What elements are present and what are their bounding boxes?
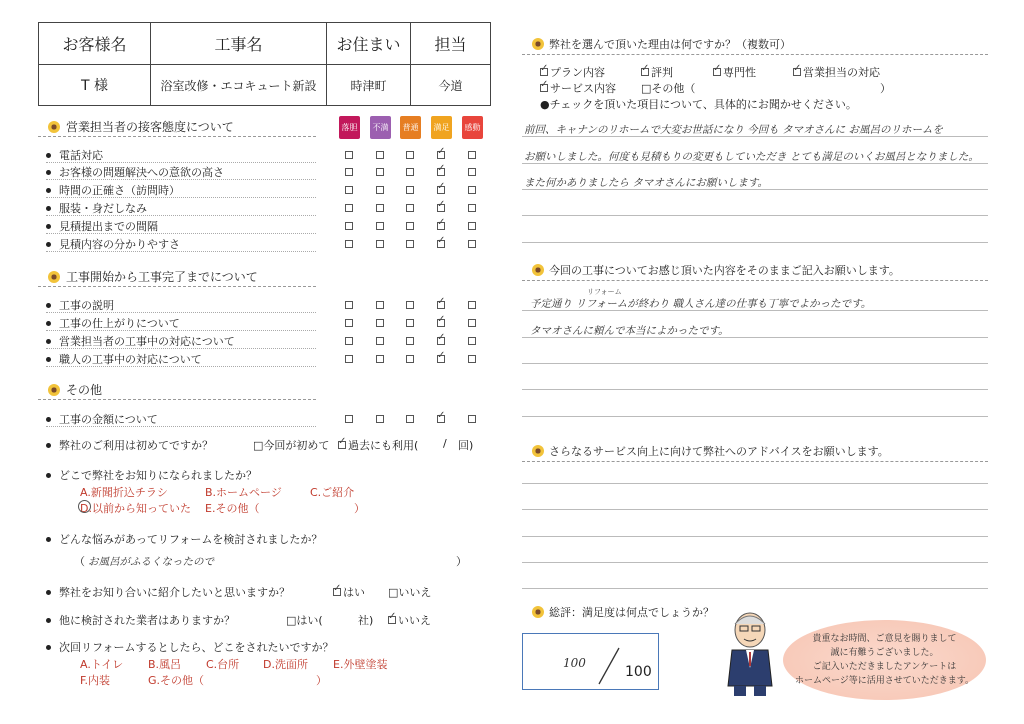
rating-label-0: 落胆	[339, 116, 360, 139]
rating-label-3: 満足	[431, 116, 452, 139]
rating-checkbox[interactable]	[376, 186, 384, 194]
rating-checkbox[interactable]	[468, 319, 476, 327]
reason-reputation[interactable]: ✓ 評判	[641, 64, 673, 80]
rating-checkbox[interactable]	[376, 319, 384, 327]
rating-checkbox[interactable]	[437, 151, 445, 159]
option-toilet[interactable]: A.トイレ	[80, 658, 124, 671]
flower-icon	[532, 264, 544, 276]
question-other-vendors: 他に検討された業者はありますか？	[46, 612, 235, 628]
score-max: 100	[625, 664, 652, 680]
rating-checkbox[interactable]	[345, 337, 353, 345]
survey-item: 服装・身だしなみ	[46, 200, 147, 216]
answer-other-count: 社)	[358, 614, 374, 627]
reason-plan[interactable]: ✓プラン内容	[540, 64, 605, 80]
survey-item: 営業担当者の工事中の対応について	[46, 333, 235, 349]
rating-checkbox[interactable]	[437, 355, 445, 363]
thanks-line-1: 貴重なお時間、ご意見を賜りまして	[812, 634, 957, 644]
answer-first-past[interactable]: ✓ 過去にも利用(	[338, 437, 418, 453]
rating-checkbox[interactable]	[376, 415, 384, 423]
rating-checkbox[interactable]	[376, 301, 384, 309]
rating-checkbox[interactable]	[345, 168, 353, 176]
impression-heading: 今回の工事についてお感じ頂いた内容をそのままご記入お願いします。	[532, 262, 900, 278]
rating-checkbox[interactable]	[437, 240, 445, 248]
answer-first-slash: /	[443, 437, 447, 450]
option-next-other-close: ）	[316, 674, 327, 687]
rating-checkbox[interactable]	[468, 186, 476, 194]
option-next-other[interactable]: G.その他（	[148, 674, 205, 687]
rating-checkbox[interactable]	[468, 168, 476, 176]
rating-checkbox[interactable]	[345, 204, 353, 212]
sec2-heading: 工事開始から工事完了までについて	[48, 268, 258, 285]
col-work: 工事名	[151, 23, 327, 65]
rating-checkbox[interactable]	[406, 222, 414, 230]
reason-note: ●チェックを頂いた項目について、具体的にお聞かせください。	[540, 98, 857, 111]
reason-text-3: また何かありましたら タマオさんにお願いします。	[524, 177, 768, 189]
option-homepage[interactable]: B.ホームページ	[205, 486, 282, 499]
survey-item: 工事の説明	[46, 297, 114, 313]
advice-heading: さらなるサービス向上に向けて弊社へのアドバイスをお願いします。	[532, 443, 889, 459]
col-address: お住まい	[327, 23, 411, 65]
option-other-close: ）	[354, 502, 365, 515]
rating-checkbox[interactable]	[376, 240, 384, 248]
rating-checkbox[interactable]	[376, 222, 384, 230]
col-staff: 担当	[411, 23, 491, 65]
rating-checkbox[interactable]	[345, 319, 353, 327]
rating-checkbox[interactable]	[406, 301, 414, 309]
sec1-heading: 営業担当者の接客態度について	[48, 118, 234, 135]
rating-checkbox[interactable]	[437, 168, 445, 176]
rating-checkbox[interactable]	[437, 204, 445, 212]
thanks-line-2: 誠に有難うございました。	[830, 648, 939, 658]
answer-introduce-no[interactable]: □いいえ	[388, 586, 432, 599]
flower-icon	[532, 606, 544, 618]
rating-checkbox[interactable]	[376, 337, 384, 345]
sec3-heading: その他	[48, 381, 102, 398]
rating-label-4: 感動	[462, 116, 483, 139]
rating-checkbox[interactable]	[376, 151, 384, 159]
option-other[interactable]: E.その他（	[205, 502, 260, 515]
survey-item: 見積内容の分かりやすさ	[46, 236, 180, 252]
reason-text-1: 前回、キャナンのリホームで大変お世話になり 今回も タマオさんに お風呂のリホームを	[524, 124, 943, 136]
question-next-reform: 次回リフォームするとしたら、どこをされたいですか？	[46, 639, 333, 655]
option-washroom[interactable]: D.洗面所	[263, 658, 308, 671]
worry-close: ）	[456, 555, 467, 568]
survey-item: 時間の正確さ（訪問時）	[46, 182, 180, 198]
option-interior[interactable]: F.内装	[80, 674, 111, 687]
question-worry: どんな悩みがあってリフォームを検討されましたか？	[46, 531, 322, 547]
worry-open: （	[74, 555, 85, 568]
survey-item: 職人の工事中の対応について	[46, 351, 202, 367]
work-name: 浴室改修・エコキュート新設	[151, 65, 327, 106]
rating-checkbox[interactable]	[437, 415, 445, 423]
rating-checkbox[interactable]	[468, 415, 476, 423]
worry-answer: お風呂がふるくなったので	[88, 556, 214, 568]
rating-checkbox[interactable]	[437, 186, 445, 194]
address: 時津町	[327, 65, 411, 106]
rating-checkbox[interactable]	[345, 186, 353, 194]
rating-checkbox[interactable]	[468, 355, 476, 363]
col-customer: お客様名	[39, 23, 151, 65]
answer-other-yes[interactable]: □はい(	[286, 614, 323, 627]
thanks-line-4: ホームページ等に活用させていただきます。	[794, 676, 975, 686]
answer-first-times: 回)	[458, 439, 474, 452]
rating-checkbox[interactable]	[406, 240, 414, 248]
score-heading: 総評：満足度は何点でしょうか？	[532, 604, 714, 620]
survey-item: お客様の問題解決への意欲の高さ	[46, 164, 224, 180]
option-known-before[interactable]: D.以前から知っていた	[80, 502, 191, 515]
rating-checkbox[interactable]	[406, 319, 414, 327]
header-table	[38, 22, 491, 106]
rating-checkbox[interactable]	[406, 355, 414, 363]
answer-first-new[interactable]: □今回が初めて	[253, 439, 330, 452]
rating-checkbox[interactable]	[406, 186, 414, 194]
reason-service[interactable]: ✓サービス内容	[540, 80, 616, 96]
answer-other-no[interactable]: ✓ いいえ	[388, 612, 431, 628]
reason-other[interactable]: □その他（	[641, 82, 696, 95]
staff-illustration-icon	[720, 608, 780, 698]
answer-introduce-yes[interactable]: ✓ はい	[333, 584, 365, 600]
rating-label-2: 普通	[400, 116, 421, 139]
rating-checkbox[interactable]	[437, 337, 445, 345]
thanks-message	[783, 620, 986, 700]
thanks-line-3: ご記入いただきましたアンケートは	[812, 662, 957, 672]
impression-text-1: 予定通り リフォームが終わり 職人さん達の仕事も丁寧でよかったです。	[530, 298, 872, 310]
rating-checkbox[interactable]	[437, 222, 445, 230]
rating-checkbox[interactable]	[376, 204, 384, 212]
flower-icon	[48, 384, 60, 396]
reason-other-close: ）	[880, 82, 891, 95]
survey-item: 見積提出までの間隔	[46, 218, 158, 234]
option-kitchen[interactable]: C.台所	[206, 658, 240, 671]
score-slash	[595, 646, 623, 686]
rating-checkbox[interactable]	[468, 204, 476, 212]
question-how-known: どこで弊社をお知りになられましたか？	[46, 467, 257, 483]
option-flyer[interactable]: A.新聞折込チラシ	[80, 486, 168, 499]
option-bath[interactable]: B.風呂	[148, 658, 182, 671]
flower-icon	[532, 38, 544, 50]
option-introduction[interactable]: C.ご紹介	[310, 486, 355, 499]
rating-checkbox[interactable]	[345, 222, 353, 230]
score-value: 100	[563, 656, 586, 670]
survey-item: 電話対応	[46, 147, 103, 163]
rating-checkbox[interactable]	[468, 151, 476, 159]
impression-annotation: リフォーム	[587, 288, 622, 296]
flower-icon	[48, 271, 60, 283]
option-exterior[interactable]: E.外壁塗装	[333, 658, 388, 671]
survey-item: 工事の金額について	[46, 411, 158, 427]
rating-checkbox[interactable]	[345, 240, 353, 248]
rating-checkbox[interactable]	[345, 415, 353, 423]
rating-checkbox[interactable]	[468, 301, 476, 309]
rating-checkbox[interactable]	[468, 240, 476, 248]
impression-text-2: タマオさんに頼んで本当によかったです。	[530, 325, 729, 337]
question-first-time: 弊社のご利用は初めてですか？	[46, 437, 213, 453]
rating-checkbox[interactable]	[437, 319, 445, 327]
rating-checkbox[interactable]	[406, 151, 414, 159]
staff-name: 今道	[411, 65, 491, 106]
question-introduce: 弊社をお知り合いに紹介したいと思いますか？	[46, 584, 290, 600]
rating-checkbox[interactable]	[345, 151, 353, 159]
rating-checkbox[interactable]	[468, 337, 476, 345]
rating-checkbox[interactable]	[406, 337, 414, 345]
rating-checkbox[interactable]	[468, 222, 476, 230]
score-box[interactable]	[522, 633, 659, 690]
rating-checkbox[interactable]	[376, 355, 384, 363]
rating-checkbox[interactable]	[345, 355, 353, 363]
reason-heading: 弊社を選んで頂いた理由は何ですか？（複数可）	[532, 36, 791, 52]
survey-item: 工事の仕上がりについて	[46, 315, 180, 331]
flower-icon	[48, 121, 60, 133]
rating-checkbox[interactable]	[406, 415, 414, 423]
rating-checkbox[interactable]	[437, 301, 445, 309]
reason-expertise[interactable]: ✓ 専門性	[713, 64, 756, 80]
rating-checkbox[interactable]	[376, 168, 384, 176]
reason-sales-staff[interactable]: ✓ 営業担当の対応	[793, 64, 880, 80]
rating-checkbox[interactable]	[345, 301, 353, 309]
flower-icon	[532, 445, 544, 457]
rating-checkbox[interactable]	[406, 204, 414, 212]
reason-text-2: お願いしました。何度も見積もりの変更もしていただき とても満足のいくお風呂となりました。	[524, 151, 979, 163]
rating-label-1: 不満	[370, 116, 391, 139]
rating-checkbox[interactable]	[406, 168, 414, 176]
customer-name: T 様	[39, 65, 151, 106]
